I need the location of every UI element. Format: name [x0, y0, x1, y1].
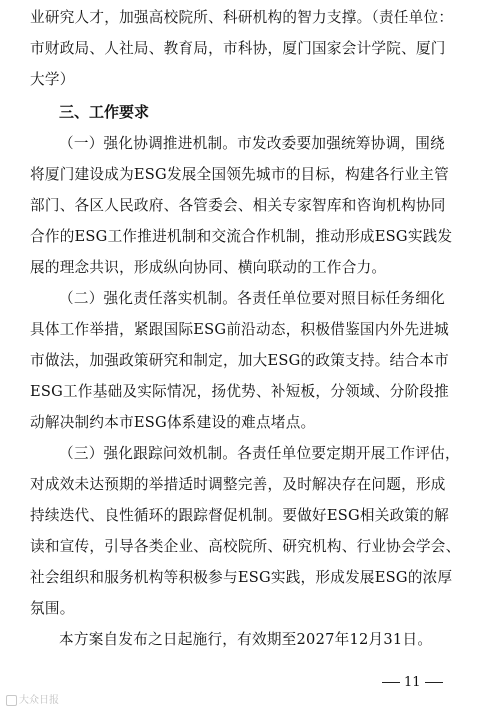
- watermark-text: 大众日报: [19, 695, 59, 706]
- text-line: 氛围。: [30, 600, 75, 617]
- dash-left: [382, 682, 400, 683]
- dash-right: [425, 682, 443, 683]
- page-footer: [378, 674, 447, 692]
- text-line: 持续迭代、良性循环的跟踪督促机制。要做好ESG相关政策的解: [30, 507, 449, 524]
- text-line: 动解决制约本市ESG体系建设的难点堵点。: [30, 414, 316, 431]
- text-line: 合作的ESG工作推进机制和交流合作机制，推动形成ESG实践发: [30, 228, 453, 245]
- text-line: 对成效未达预期的举措适时调整完善，及时解决存在问题，形成: [30, 476, 446, 493]
- text-line: （三）强化跟踪问效机制。各责任单位要定期开展工作评估，: [59, 445, 460, 462]
- page-number: 11: [404, 675, 421, 690]
- text-line: 本方案自发布之日起施行，有效期至2027年12月31日。: [59, 631, 433, 648]
- text-line: 市做法，加强政策研究和制定，加大ESG的政策支持。结合本市: [30, 352, 449, 369]
- text-line: 市财政局、人社局、教育局，市科协，厦门国家会计学院、厦门: [30, 40, 446, 57]
- watermark: [6, 691, 59, 706]
- text-line: 展的理念共识，形成纵向协同、横向联动的工作合力。: [30, 259, 387, 276]
- text-line: 大学）: [30, 71, 75, 88]
- text-line: ESG工作基础及实际情况，扬优势、补短板，分领域、分阶段推: [30, 383, 449, 400]
- text-line: 具体工作举措，紧跟国际ESG前沿动态，积极借鉴国内外先进城: [30, 321, 449, 338]
- section-heading: 三、工作要求: [59, 103, 150, 121]
- text-line: （二）强化责任落实机制。各责任单位要对照目标任务细化: [59, 290, 445, 307]
- text-line: 读和宣传，引导各类企业、高校院所、研究机构、行业协会学会、: [30, 538, 461, 555]
- watermark-logo-icon: [6, 695, 17, 706]
- text-line: 部门、各区人民政府、各管委会、相关专家智库和咨询机构协同: [30, 197, 446, 214]
- text-line: 业研究人才，加强高校院所、科研机构的智力支撑。（责任单位：: [30, 9, 454, 26]
- text-line: （一）强化协调推进机制。市发改委要加强统筹协调，围绕: [59, 135, 445, 152]
- text-line: 社会组织和服务机构等积极参与ESG实践，形成发展ESG的浓厚: [30, 569, 453, 586]
- text-line: 将厦门建设成为ESG发展全国领先城市的目标，构建各行业主管: [30, 166, 449, 183]
